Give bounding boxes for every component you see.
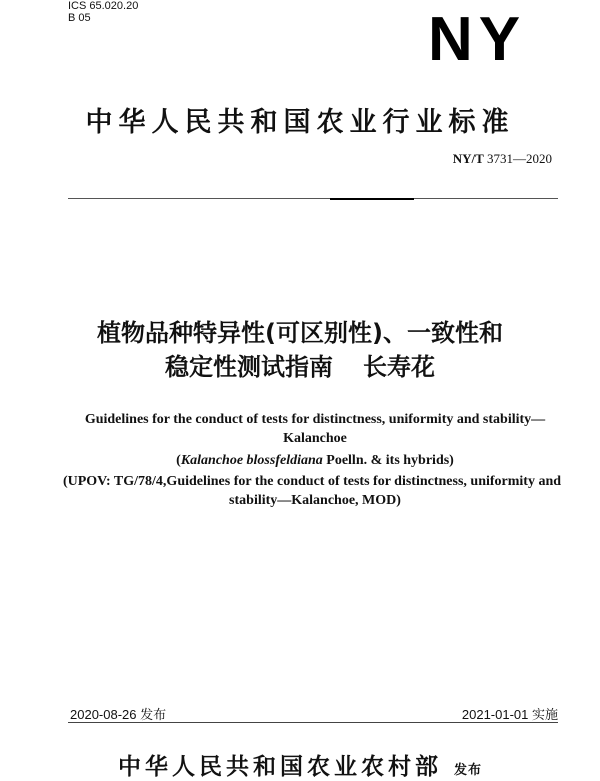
document-title-zh [0, 316, 600, 384]
title-en-line2: Kalanchoe [283, 431, 347, 446]
title-en-line4: (UPOV: TG/78/4,Guidelines for the conduct of tests for distinctness, uniformity and [62, 474, 562, 489]
implement-date: 2021-01-01 实施 [461, 707, 558, 722]
title-en-line3 [50, 452, 580, 469]
standard-type-heading: 中华人民共和国农业行业标准 [85, 107, 515, 138]
footer-divider [68, 722, 558, 723]
title-en-line3-open: ( [176, 453, 181, 468]
title-zh-line1: 植物品种特异性(可区别性)、一致性和 [97, 319, 503, 347]
ccs-code: B 05 [68, 12, 91, 24]
title-en-line3-rest: Poelln. & its hybrids) [322, 453, 454, 468]
standard-number-value: 3731—2020 [487, 151, 552, 166]
title-en-line5: stability—Kalanchoe, MOD) [229, 493, 401, 508]
header-divider [68, 198, 558, 199]
title-en-line3-italic: Kalanchoe blossfeldiana [180, 453, 323, 468]
title-zh-line2 [0, 350, 600, 384]
ics-code: ICS 65.020.20 [68, 0, 139, 12]
standard-number [453, 151, 552, 167]
issuer-name: 中华人民共和国农业农村部 [117, 754, 442, 780]
standard-prefix: NY/T [452, 151, 484, 166]
issue-date: 2020-08-26 发布 [70, 707, 167, 722]
ny-logo: NY [428, 5, 527, 74]
header-divider-accent [330, 198, 414, 200]
title-zh-line2-a: 稳定性测试指南 [165, 353, 333, 381]
title-zh-line2-b: 长寿花 [363, 353, 435, 381]
issuer-suffix: 发布 [454, 763, 483, 778]
issuer [0, 748, 600, 781]
title-en-line1: Guidelines for the conduct of tests for distinctness, uniformity and stability— [84, 412, 546, 427]
